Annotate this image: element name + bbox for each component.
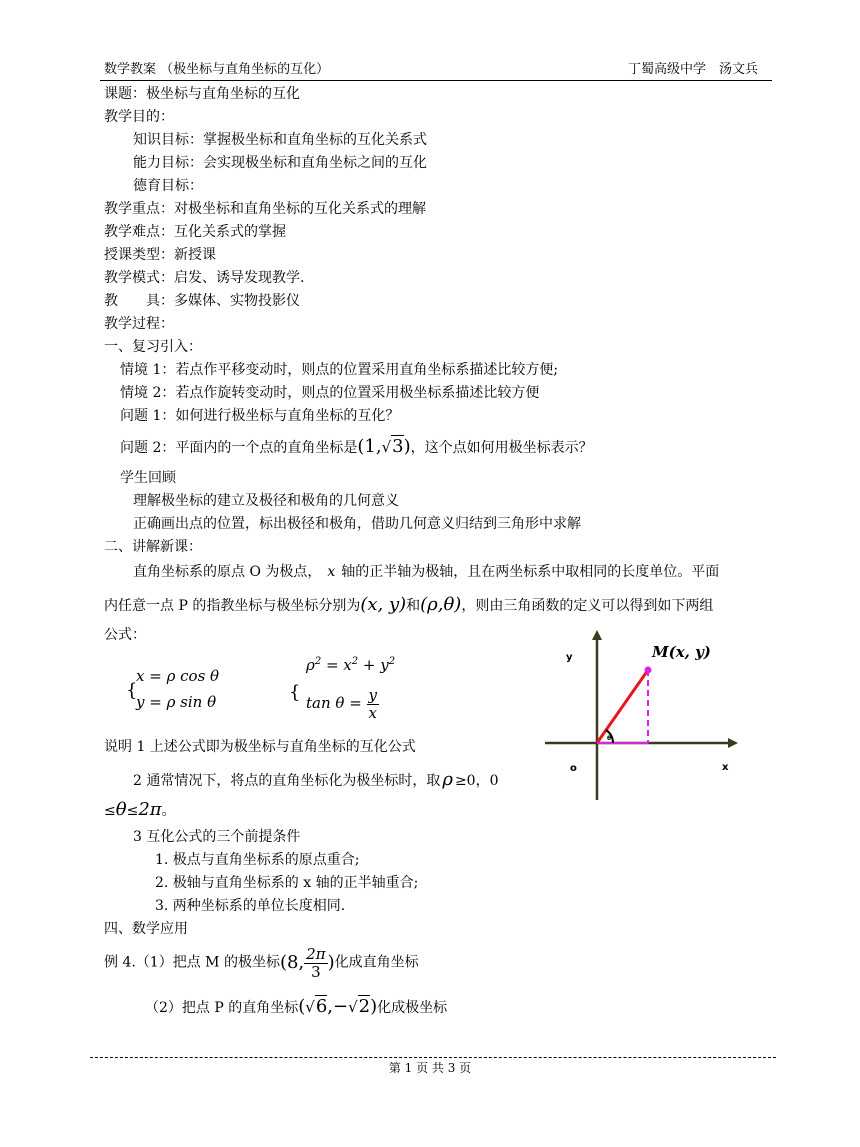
brace-1: {	[126, 680, 138, 701]
note-2-cont: ≤θ≤2π。	[104, 799, 176, 820]
review-heading: 一、复习引入：	[104, 339, 202, 355]
point-m	[645, 667, 652, 674]
note-3: 3 互化公式的三个前提条件	[133, 829, 301, 845]
teaching-mode: 教学模式：启发、诱导发现教学.	[104, 270, 305, 286]
paragraph-line-2: 内任意一点 P 的指教坐标与极坐标分别为(x, y)和(ρ,θ)，则由三角函数的定义可以得到如下两组	[104, 594, 714, 615]
example-2: （2）把点 P 的直角坐标(√6,−√2)化成极坐标	[145, 996, 448, 1017]
y-arrow-icon	[592, 630, 602, 640]
question-2-text: 问题 2：平面内的一个点的直角坐标是	[120, 440, 358, 456]
footer-divider	[90, 1057, 776, 1058]
point-1-sqrt3: (1,√3)	[357, 436, 411, 457]
paragraph-line-1: 直角坐标系的原点 O 为极点， x 轴的正半轴为极轴，且在两坐标系中取相同的长度单位。平面	[133, 564, 720, 580]
scenario-2: 情境 2：若点作旋转变动时，则点的位置采用极坐标系描述比较方便	[120, 385, 540, 401]
condition-2: 2. 极轴与直角坐标系的 x 轴的正半轴重合;	[155, 875, 419, 891]
draw-line: 正确画出点的位置，标出极径和极角，借助几何意义归结到三角形中求解	[133, 516, 581, 532]
understand-line: 理解极坐标的建立及极径和极角的几何意义	[133, 493, 399, 509]
key-point: 教学重点：对极坐标和直角坐标的互化关系式的理解	[104, 201, 426, 217]
difficulty: 教学难点：互化关系式的掌握	[104, 224, 286, 240]
knowledge-goal: 知识目标：掌握极坐标和直角坐标的互化关系式	[133, 132, 427, 148]
x-arrow-icon	[728, 738, 738, 748]
lesson-title: 课题：极坐标与直角坐标的互化	[104, 86, 300, 102]
condition-3: 3. 两种坐标系的单位长度相同.	[155, 898, 346, 914]
header-divider	[100, 80, 772, 81]
question-1: 问题 1：如何进行极坐标与直角坐标的互化？	[120, 408, 400, 424]
header-left: 数学教案 （极坐标与直角坐标的互化）	[104, 62, 330, 77]
condition-1: 1. 极点与直角坐标系的原点重合;	[155, 852, 360, 868]
scenario-1: 情境 1：若点作平移变动时，则点的位置采用直角坐标系描述比较方便;	[120, 362, 559, 378]
radius-line	[597, 670, 648, 743]
teaching-process: 教学过程：	[104, 316, 174, 332]
question-2	[120, 436, 593, 458]
y-label: y	[566, 652, 573, 663]
formula-tan: tan θ = $\frac{y}{x}$	[306, 686, 378, 722]
theta-label: θ	[607, 735, 612, 742]
formula-x: x = ρ cos θ	[136, 667, 220, 685]
moral-goal: 德育目标：	[133, 178, 203, 194]
example-1: 例 4.（1）把点 M 的极坐标(8, $\frac{2\pi}{3}$ )化成直角坐标	[104, 945, 419, 981]
application-heading: 四、数学应用	[104, 921, 188, 937]
m-label: M(x, y)	[652, 643, 711, 661]
paragraph-line-3: 公式：	[104, 627, 146, 643]
class-type: 授课类型：新授课	[104, 247, 216, 263]
teaching-goal: 教学目的：	[104, 109, 174, 125]
x-label: x	[722, 762, 729, 773]
brace-2: {	[289, 682, 301, 703]
ability-goal: 能力目标：会实现极坐标和直角坐标之间的互化	[133, 155, 427, 171]
origin-label: o	[570, 763, 577, 774]
polar-diagram	[540, 630, 750, 810]
teaching-tools: 教 具：多媒体、实物投影仪	[104, 293, 300, 309]
formula-y: y = ρ sin θ	[136, 693, 217, 711]
formula-rho: $\rho^2 = x^2 + y^2$	[306, 656, 396, 674]
new-lesson-heading: 二、讲解新课：	[104, 539, 202, 555]
page-footer: 第 1 页 共 3 页	[388, 1061, 472, 1075]
note-1: 说明 1 上述公式即为极坐标与直角坐标的互化公式	[104, 739, 416, 755]
note-2: 2 通常情况下，将点的直角坐标化为极坐标时，取 ρ ≥0，0	[133, 769, 499, 790]
question-2-tail: ，这个点如何用极坐标表示？	[410, 440, 593, 456]
header-right: 丁蜀高级中学 汤文兵	[628, 62, 759, 77]
student-review: 学生回顾	[120, 470, 176, 486]
